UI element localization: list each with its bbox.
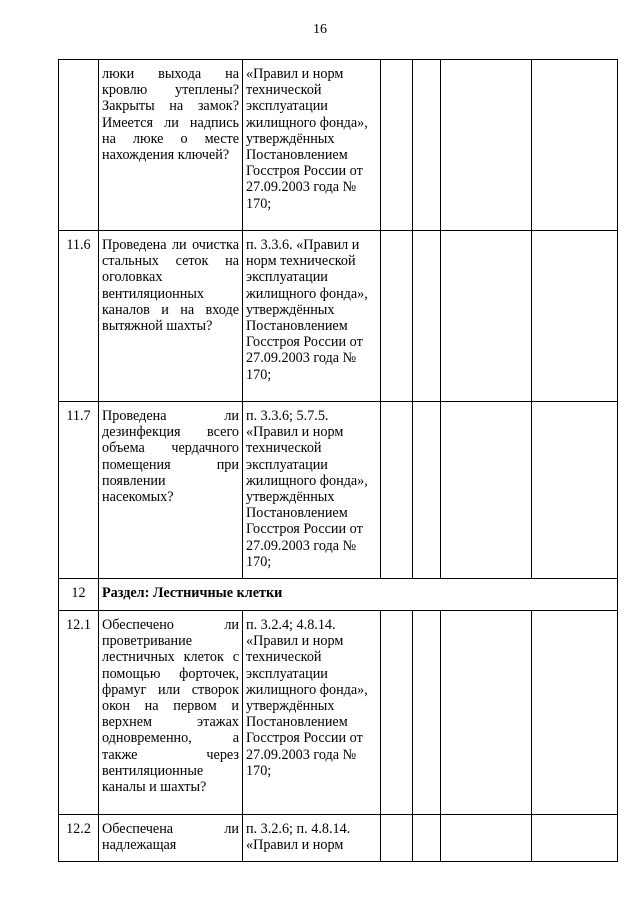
checklist-table: [58, 59, 618, 862]
answer-cell: [381, 611, 413, 815]
item-question: люки выхода на кровлю утеплены? Закрыты на замок? Имеется ли надпись на люке о месте нахождения ключей?: [99, 60, 243, 231]
answer-cell: [413, 231, 441, 402]
item-reference: п. 3.3.6. «Правил и норм технической эксплуатации жилищного фонда», утверждённых Постановлением Госстроя России от 27.09.2003 года № 170;: [243, 231, 381, 402]
answer-cell: [381, 60, 413, 231]
note-cell: [532, 402, 618, 579]
note-cell: [532, 231, 618, 402]
section-row: [59, 579, 618, 611]
item-question: Проведена ли дезинфекция всего объема чердачного помещения при появлении насекомых?: [99, 402, 243, 579]
item-question: Проведена ли очистка стальных сеток на оголовках вентиляционных каналов и на входе вытяжной шахты?: [99, 231, 243, 402]
answer-cell: [413, 815, 441, 862]
section-number: 12: [59, 579, 99, 611]
item-question: Обеспечено ли проветривание лестничных клеток с помощью форточек, фрамуг или створок окон на первом и верхнем этажах одновременно, а также через вентиляционные каналы и шахты?: [99, 611, 243, 815]
note-cell: [532, 611, 618, 815]
item-number: 11.6: [59, 231, 99, 402]
item-question: Обеспечена ли надлежащая: [99, 815, 243, 862]
item-number: 12.2: [59, 815, 99, 862]
page-number: 16: [313, 22, 327, 37]
answer-cell: [441, 60, 532, 231]
note-cell: [532, 60, 618, 231]
answer-cell: [413, 611, 441, 815]
item-reference: п. 3.2.4; 4.8.14. «Правил и норм технической эксплуатации жилищного фонда», утверждённых Постановлением Госстроя России от 27.09.2003 года № 170;: [243, 611, 381, 815]
table-row: [59, 231, 618, 402]
answer-cell: [381, 815, 413, 862]
answer-cell: [441, 231, 532, 402]
answer-cell: [381, 231, 413, 402]
answer-cell: [381, 402, 413, 579]
table-row: [59, 611, 618, 815]
table-row: [59, 402, 618, 579]
note-cell: [532, 815, 618, 862]
answer-cell: [441, 611, 532, 815]
item-number: [59, 60, 99, 231]
item-reference: п. 3.3.6; 5.7.5. «Правил и норм технической эксплуатации жилищного фонда», утверждённых Постановлением Госстроя России от 27.09.2003 года № 170;: [243, 402, 381, 579]
answer-cell: [413, 402, 441, 579]
item-reference: п. 3.2.6; п. 4.8.14. «Правил и норм: [243, 815, 381, 862]
item-number: 11.7: [59, 402, 99, 579]
section-title: Раздел: Лестничные клетки: [99, 579, 618, 611]
answer-cell: [441, 402, 532, 579]
item-reference: «Правил и норм технической эксплуатации жилищного фонда», утверждённых Постановлением Госстроя России от 27.09.2003 года № 170;: [243, 60, 381, 231]
answer-cell: [413, 60, 441, 231]
answer-cell: [441, 815, 532, 862]
table-row: [59, 60, 618, 231]
item-number: 12.1: [59, 611, 99, 815]
table-row: [59, 815, 618, 862]
